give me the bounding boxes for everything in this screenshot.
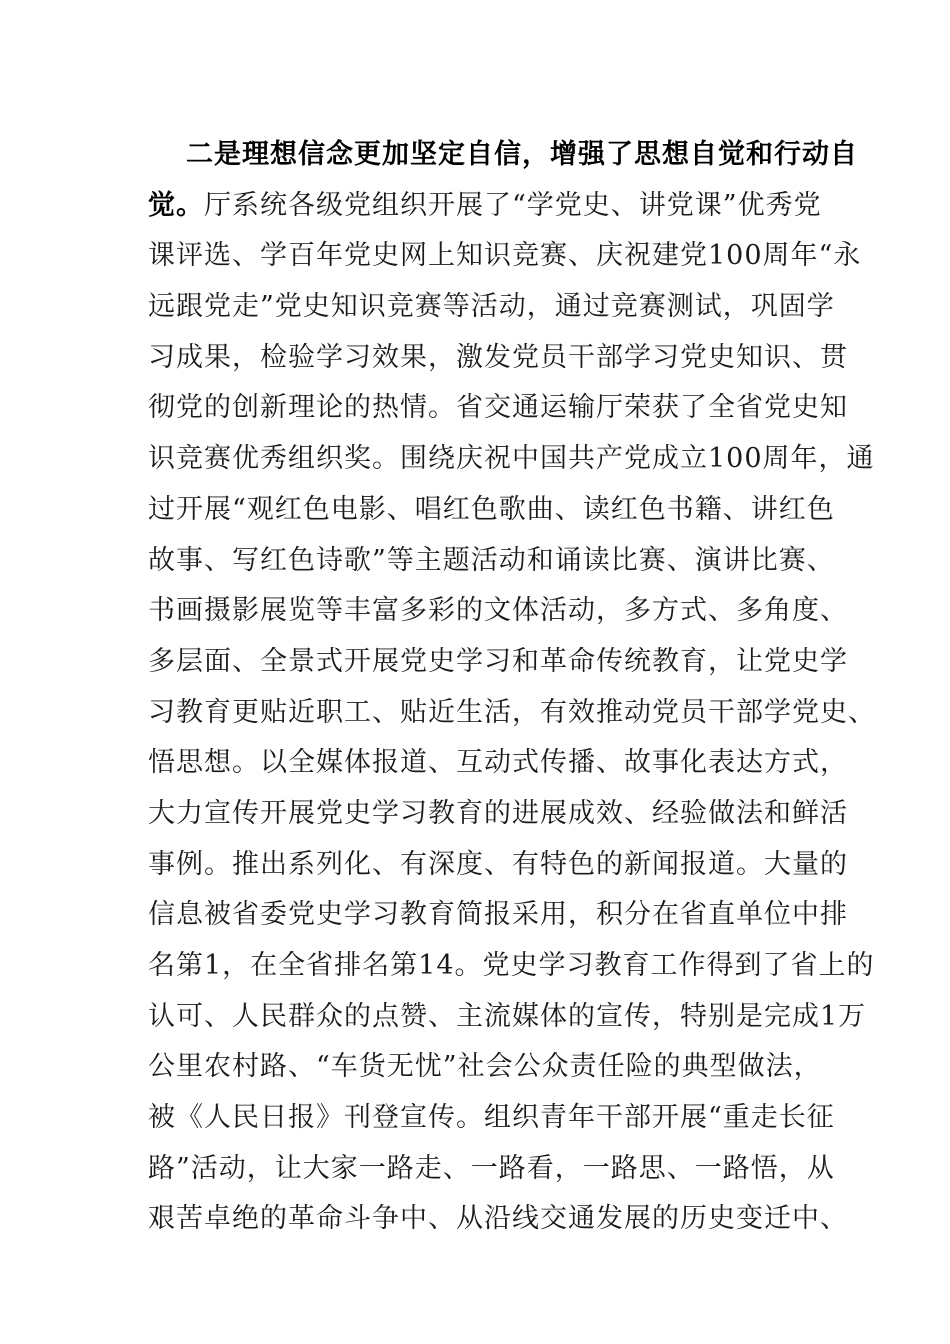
text-line <box>148 1144 835 1195</box>
text-line <box>148 941 875 992</box>
line-text: 悟思想。以全媒体报道、互动式传播、故事化表达方式， <box>148 747 848 779</box>
text-line <box>148 536 835 587</box>
line-text: 书画摄影展览等丰富多彩的文体活动，多方式、多角度、 <box>148 595 848 627</box>
paragraph <box>148 130 876 1245</box>
line-text: 艰苦卓绝的革命斗争中、从沿线交通发展的历史变迁中、 <box>148 1203 848 1235</box>
text-line <box>148 434 875 485</box>
text-line <box>148 383 848 434</box>
text-line <box>148 130 858 181</box>
line-text: 习成果，检验学习效果，激发党员干部学习党史知识、贯 <box>148 341 848 373</box>
text-line <box>148 1042 822 1093</box>
text-line <box>148 688 876 739</box>
line-text: 认可、人民群众的点赞、主流媒体的宣传，特别是完成1万 <box>148 1000 867 1032</box>
text-line <box>148 1194 848 1245</box>
line-text: 过开展“观红色电影、唱红色歌曲、读红色书籍、讲红色 <box>148 493 835 525</box>
text-line <box>148 485 835 536</box>
line-text: 大力宣传开展党史学习教育的进展成效、经验做法和鲜活 <box>148 797 848 829</box>
line-text: 公里农村路、“车货无忧”社会公众责任险的典型做法， <box>148 1051 822 1083</box>
line-text: 远跟党走”党史知识竞赛等活动，通过竞赛测试，巩固学 <box>148 291 835 323</box>
text-line <box>148 231 862 282</box>
line-text: 厅系统各级党组织开展了“学党史、讲党课”优秀党 <box>204 189 822 221</box>
line-text: 课评选、学百年党史网上知识竞赛、庆祝建党100周年“永 <box>148 240 862 272</box>
text-line <box>148 738 848 789</box>
text-line <box>148 1093 835 1144</box>
text-line <box>148 333 848 384</box>
text-line <box>148 282 835 333</box>
line-text: 多层面、全景式开展党史学习和革命传统教育，让党史学 <box>148 645 848 677</box>
line-text: 路”活动，让大家一路走、一路看，一路思、一路悟，从 <box>148 1152 835 1184</box>
text-line <box>148 637 848 688</box>
text-line <box>148 992 867 1043</box>
line-text: 信息被省委党史学习教育简报采用，积分在省直单位中排 <box>148 899 848 931</box>
line-text: 事例。推出系列化、有深度、有特色的新闻报道。大量的 <box>148 848 848 880</box>
text-line <box>148 840 848 891</box>
line-text: 识竞赛优秀组织奖。围绕庆祝中国共产党成立100周年，通 <box>148 443 875 475</box>
line-text: 习教育更贴近职工、贴近生活，有效推动党员干部学党史、 <box>148 696 876 728</box>
line-text: 故事、写红色诗歌”等主题活动和诵读比赛、演讲比赛、 <box>148 544 835 576</box>
bold-heading: 觉。 <box>148 189 204 221</box>
line-text: 彻党的创新理论的热情。省交通运输厅荣获了全省党史知 <box>148 392 848 424</box>
bold-heading: 二是理想信念更加坚定自信，增强了思想自觉和行动自 <box>186 139 858 170</box>
text-line <box>148 789 848 840</box>
text-line <box>148 181 822 232</box>
text-line <box>148 890 848 941</box>
line-text: 名第1，在全省排名第14。党史学习教育工作得到了省上的 <box>148 950 875 981</box>
text-line <box>148 586 848 637</box>
line-text: 被《人民日报》刊登宣传。组织青年干部开展“重走长征 <box>148 1102 835 1134</box>
